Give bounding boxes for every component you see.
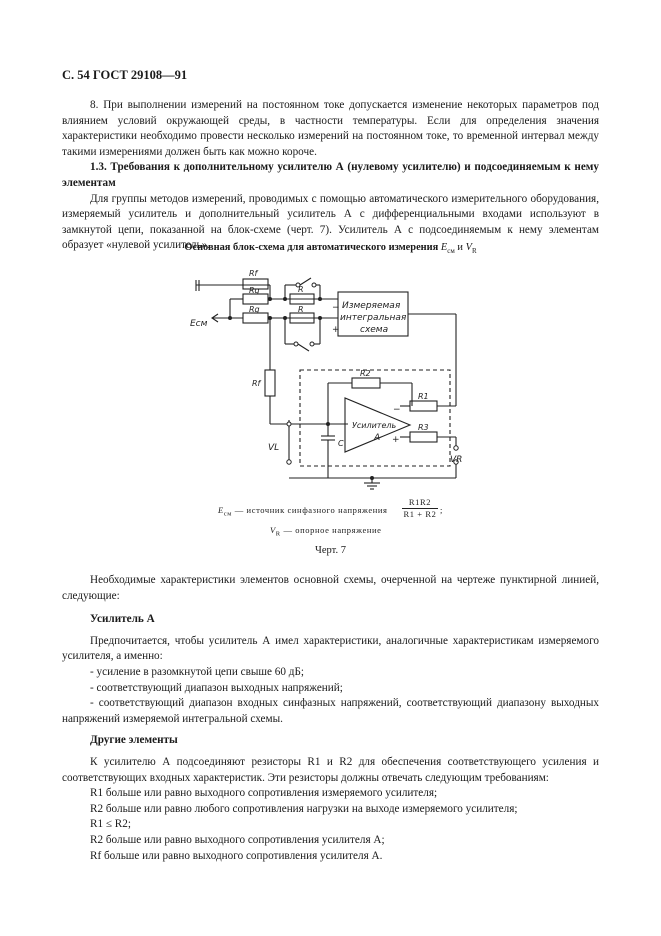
amp-label-2: А bbox=[374, 433, 381, 443]
figure-title: Основная блок-схема для автоматического измерения $E_{см}$ и $V_R$ bbox=[184, 242, 477, 256]
requirement-item: Rf больше или равно выходного сопротивления усилителя А. bbox=[90, 849, 383, 862]
section-heading: 1.3. Требования к дополнительному усилителю А (нулевому усилителю) и подсоединяемым к нему элементам bbox=[62, 161, 599, 189]
paragraph-8: 8. При выполнении измерений на постоянном токе допускается изменение некоторых параметров под влиянием условий окружающей среды, в частности температуры. Если для определения значения характеристики необходимо провести несколько измерений на постоянном токе, то временной интервал между такими измерениями должен быть как можно короче. 1.3. Требования к дополнительному усилителю А (нулевому усилителю) и подсоединяемым к нему элементам Для группы методов измерений, проводимых с помощью автоматического измерительного оборудования, измеряемый усилитель и дополнительный усилитель А с дифференциальными входами используют в замкнутой цепи, показанной на блок-схеме (черт. 7). Усилитель А с подсоединяемым к нему элементам образует «нулевой усилитель». bbox=[62, 98, 599, 254]
after-paragraph: Необходимые характеристики элементов основной схемы, очерченной на чертеже пунктирной линией, следующие: bbox=[62, 574, 599, 602]
resistor-r1 bbox=[410, 401, 437, 411]
dut-label-3: схема bbox=[360, 325, 389, 335]
label-rg-top: Rg bbox=[249, 286, 260, 295]
label-r1: R1 bbox=[418, 392, 429, 401]
requirement-item: R2 больше или равно выходного сопротивления усилителя А; bbox=[90, 833, 385, 846]
legend-fraction: R1R2 R1 + R2 bbox=[403, 497, 437, 519]
amp-item: - усиление в разомкнутой цепи свыше 60 дБ; bbox=[90, 665, 305, 678]
legend-vr: $V_R$ — опорное напряжение bbox=[270, 525, 382, 538]
resistor-r3 bbox=[410, 432, 437, 442]
label-rg-bottom: Rg bbox=[249, 305, 260, 314]
other-heading: Другие элементы bbox=[90, 734, 178, 747]
resistor-r2 bbox=[352, 378, 380, 388]
resistor-rf-side bbox=[265, 370, 275, 396]
amp-label-1: Усилитель bbox=[352, 421, 397, 430]
figure-caption: Черт. 7 bbox=[315, 545, 346, 556]
label-vl: VL bbox=[268, 443, 280, 453]
amp-plus: + bbox=[392, 435, 400, 445]
resistor-rg-bottom bbox=[243, 313, 268, 323]
label-c: C bbox=[338, 439, 344, 448]
dashed-boundary bbox=[300, 370, 450, 466]
label-ecm: Eсм bbox=[190, 319, 208, 329]
amp-paragraph: Предпочитается, чтобы усилитель А имел характеристики, аналогичные характеристикам измеряемого усилителя, а именно: bbox=[62, 634, 599, 663]
other-paragraph: К усилителю А подсоединяют резисторы R1 и R2 для обеспечения соответствующего усиления и соответствующих входных характеристик. Эти резисторы должны отвечать следующим требованиям: bbox=[62, 755, 599, 784]
document-page: С. 54 ГОСТ 29108—91 8. При выполнении измерений на постоянном токе допускается изменение некоторых параметров под влиянием условий окружающей среды, в частности температуры. Если для определения значения характеристики необходимо провести несколько измерений на постоянном токе, то временной интервал между такими измерениями должен быть как можно короче. 1.3. Требования к дополнительному усилителю А (нулевому усилителю) и подсоединяемым к нему элементам Для группы методов измерений, проводимых с помощью автоматического измерительного оборудования, измеряемый усилитель и дополнительный усилитель А с дифференциальными входами используют в замкнутой цепи, показанной на блок-схеме (черт. 7). Усилитель А с подсоединяемым к нему элементам образует «нулевой усилитель». Основная блок-схема для автоматического измерения $E_{см}$ и $V_R$ Rf Rg R Rg R Rf R2 R1 R3 C Eсм VL VR − + Измеряемая интегральная схема Усилитель А − + $E_{см}$ — источник синфазного напряжения R1R2 R1 + R2 ; $V_R$ — опорное напряжение Черт. 7 Необходимые характеристики элементов основной схемы, очерченной на чертеже пунктирной линией, следующие: Усилитель А Предпочитается, чтобы усилитель А имел характеристики, аналогичные характеристикам измеряемого усилителя, а именно: - усиление в разомкнутой цепи свыше 60 дБ; - соответствующий диапазон выходных напряжений; - соответствующий диапазон входных синфазных напряжений, соответствующий диапазону выходных напряжений измеряемой интегральной схемы. Другие элементы К усилителю А подсоединяют резисторы R1 и R2 для обеспечения соответствующего усиления и соответствующих входных характеристик. Эти резисторы должны отвечать следующим требованиям: R1 больше или равно выходного сопротивления измеряемого усилителя; R2 больше или равно любого сопротивления нагрузки на выходе измеряемого усилителя; R1 ≤ R2; R2 больше или равно выходного сопротивления усилителя А; Rf больше или равно выходного сопротивления усилителя А. bbox=[0, 0, 661, 936]
resistor-rg-top bbox=[243, 294, 268, 304]
label-vr: VR bbox=[450, 455, 463, 465]
label-r3: R3 bbox=[418, 423, 429, 432]
label-r-bottom: R bbox=[298, 305, 304, 314]
page-header: С. 54 ГОСТ 29108—91 bbox=[62, 68, 188, 82]
amp-item: - соответствующий диапазон выходных напряжений; bbox=[90, 681, 343, 694]
label-r-top: R bbox=[298, 285, 304, 294]
label-dut-minus: − bbox=[332, 303, 340, 313]
label-rf-top: Rf bbox=[249, 269, 258, 278]
requirement-item: R1 ≤ R2; bbox=[90, 818, 131, 831]
label-rf-side: Rf bbox=[252, 379, 261, 388]
requirement-item: R1 больше или равно выходного сопротивления измеряемого усилителя; bbox=[90, 787, 438, 800]
amp-item: - соответствующий диапазон входных синфазных напряжений, соответствующий диапазону выходных напряжений измеряемой интегральной схемы. bbox=[62, 697, 599, 725]
label-r2: R2 bbox=[360, 369, 371, 378]
requirements-section bbox=[62, 573, 599, 864]
legend-ecm: $E_{см}$ — источник синфазного напряжения bbox=[218, 505, 388, 518]
dut-label-1: Измеряемая bbox=[342, 301, 401, 311]
section-paragraph: Для группы методов измерений, проводимых с помощью автоматического измерительного оборудования, измеряемый усилитель и дополнительный усилитель А с дифференциальными входами используют в замкнутой цепи, показанной на блок-схеме (черт. 7). Усилитель А с подсоединяемым к нему элементам образует «нулевой усилитель». bbox=[62, 192, 599, 252]
requirement-item: R2 больше или равно любого сопротивления нагрузки на выходе измеряемого усилителя; bbox=[90, 802, 518, 815]
label-dut-plus: + bbox=[332, 325, 340, 335]
amp-heading: Усилитель А bbox=[90, 613, 155, 626]
dut-label-2: интегральная bbox=[340, 313, 407, 323]
amp-minus: − bbox=[393, 405, 401, 415]
